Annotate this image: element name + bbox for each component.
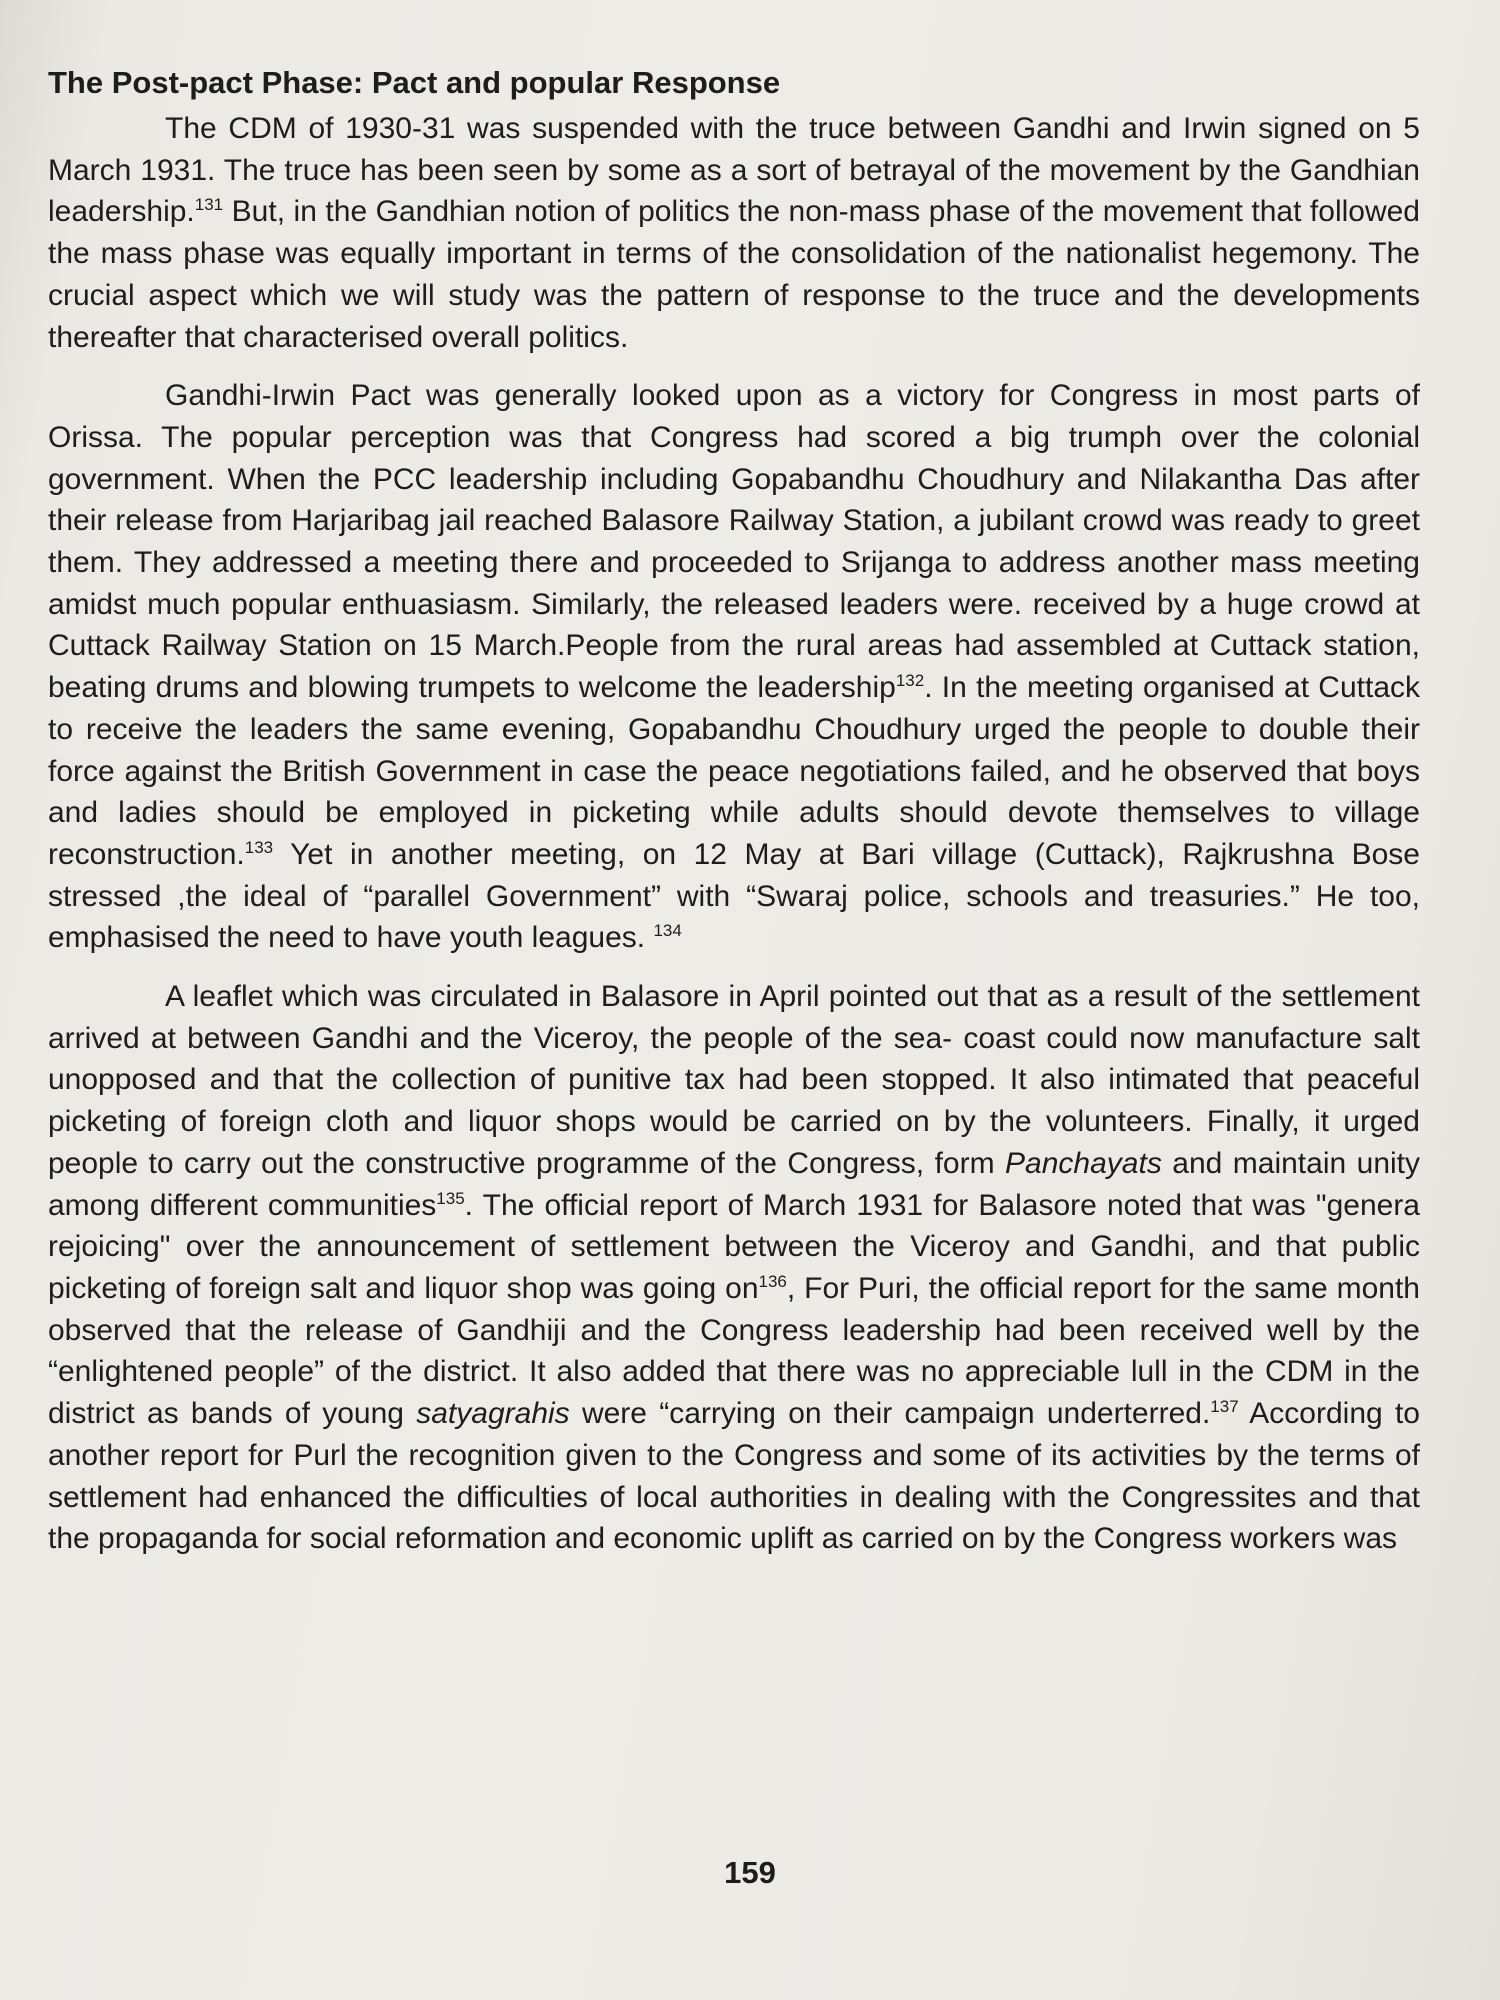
page-content — [48, 56, 1420, 1577]
paragraph — [48, 976, 1420, 1560]
text-run: A leaflet which was circulated in Balasore in April pointed out that as a result of the settlement arrived at between Gandhi and the Viceroy, the people of the sea- coast could now manufacture salt unopposed and that the collection of punitive tax had been stopped. It also intimated that peaceful picketing of foreign cloth and liquor shops would be carried on by the volunteers. Finally, it urged people to carry out the constructive programme of the Congress, form — [48, 980, 1420, 1180]
section-heading: The Post-pact Phase: Pact and popular Response — [48, 65, 781, 100]
text-run: The CDM of 1930-31 was suspended with the truce between Gandhi and Irwin signed on 5 March 1931. The truce has been seen by some as a sort of betrayal of the movement by the Gandhian leadership. — [48, 112, 1420, 229]
footnote-ref: 135 — [436, 1188, 465, 1208]
text-run: Yet in another meeting, on 12 May at Bari village (Cuttack), Rajkrushna Bose stressed ,the ideal of “parallel Government” with “Swaraj police, schools and treasuries.” He too, emphasised the need to have youth leagues. — [48, 837, 1420, 955]
footnote-ref: 136 — [758, 1271, 787, 1291]
text-run: But, in the Gandhian notion of politics the non-mass phase of the movement that followed the mass phase was equally important in terms of the consolidation of the nationalist hegemony. The crucial aspect which we will study was the pattern of response to the truce and the developments thereafter that characterised overall politics. — [48, 195, 1420, 354]
italic-term: satyagrahis — [416, 1397, 570, 1431]
text-run: According to another report for Purl the recognition given to the Congress and some of its activities by the terms of settlement had enhanced the difficulties of local authorities in dealing with the Congressites and that the propaganda for social reformation and economic uplift as carried on by the Congress workers was — [48, 1397, 1420, 1556]
footnote-ref: 134 — [653, 921, 682, 941]
text-run: . In the meeting organised at Cuttack to receive the leaders the same evening, Gopabandhu Choudhury urged the people to double their force against the British Government in case the peace negotiations failed, and he observed that boys and ladies should be employed in picketing while adults should devote themselves to village reconstruction. — [48, 671, 1420, 871]
footnote-ref: 131 — [194, 195, 224, 215]
footnote-ref: 133 — [244, 837, 274, 857]
text-run: were “carrying on their campaign underterred. — [569, 1397, 1211, 1431]
footnote-ref: 132 — [895, 671, 925, 691]
footnote-ref: 137 — [1210, 1397, 1239, 1417]
text-run: , For Puri, the official report for the same month observed that the release of Gandhiji and the Congress leadership had been received well by the “enlightened people” of the district. It also added that there was no appreciable lull in the CDM in the district as bands of young — [48, 1271, 1420, 1431]
text-run: and maintain unity among different communities — [48, 1146, 1420, 1222]
paragraph — [48, 108, 1420, 358]
text-run: Gandhi-Irwin Pact was generally looked upon as a victory for Congress in most parts of Orissa. The popular perception was that Congress had scored a big trumph over the colonial government. When the PCC leadership including Gopabandhu Choudhury and Nilakantha Das after their release from Harjaribag jail reached Balasore Railway Station, a jubilant crowd was ready to greet them. They addressed a meeting there and proceeded to Srijanga to address another mass meeting amidst much popular enthuasiasm. Similarly, the released leaders were. received by a huge crowd at Cuttack Railway Station on 15 March.People from the rural areas had assembled at Cuttack station, beating drums and blowing trumpets to welcome the leadership — [48, 379, 1420, 705]
paragraph — [48, 375, 1420, 959]
text-run: . The official report of March 1931 for Balasore noted that was "genera rejoicing" over the announcement of settlement between the Viceroy and Gandhi, and that public picketing of foreign salt and liquor shop was going on — [48, 1188, 1420, 1305]
page-number: 159 — [724, 1855, 776, 1890]
italic-term: Panchayats — [1005, 1146, 1162, 1180]
